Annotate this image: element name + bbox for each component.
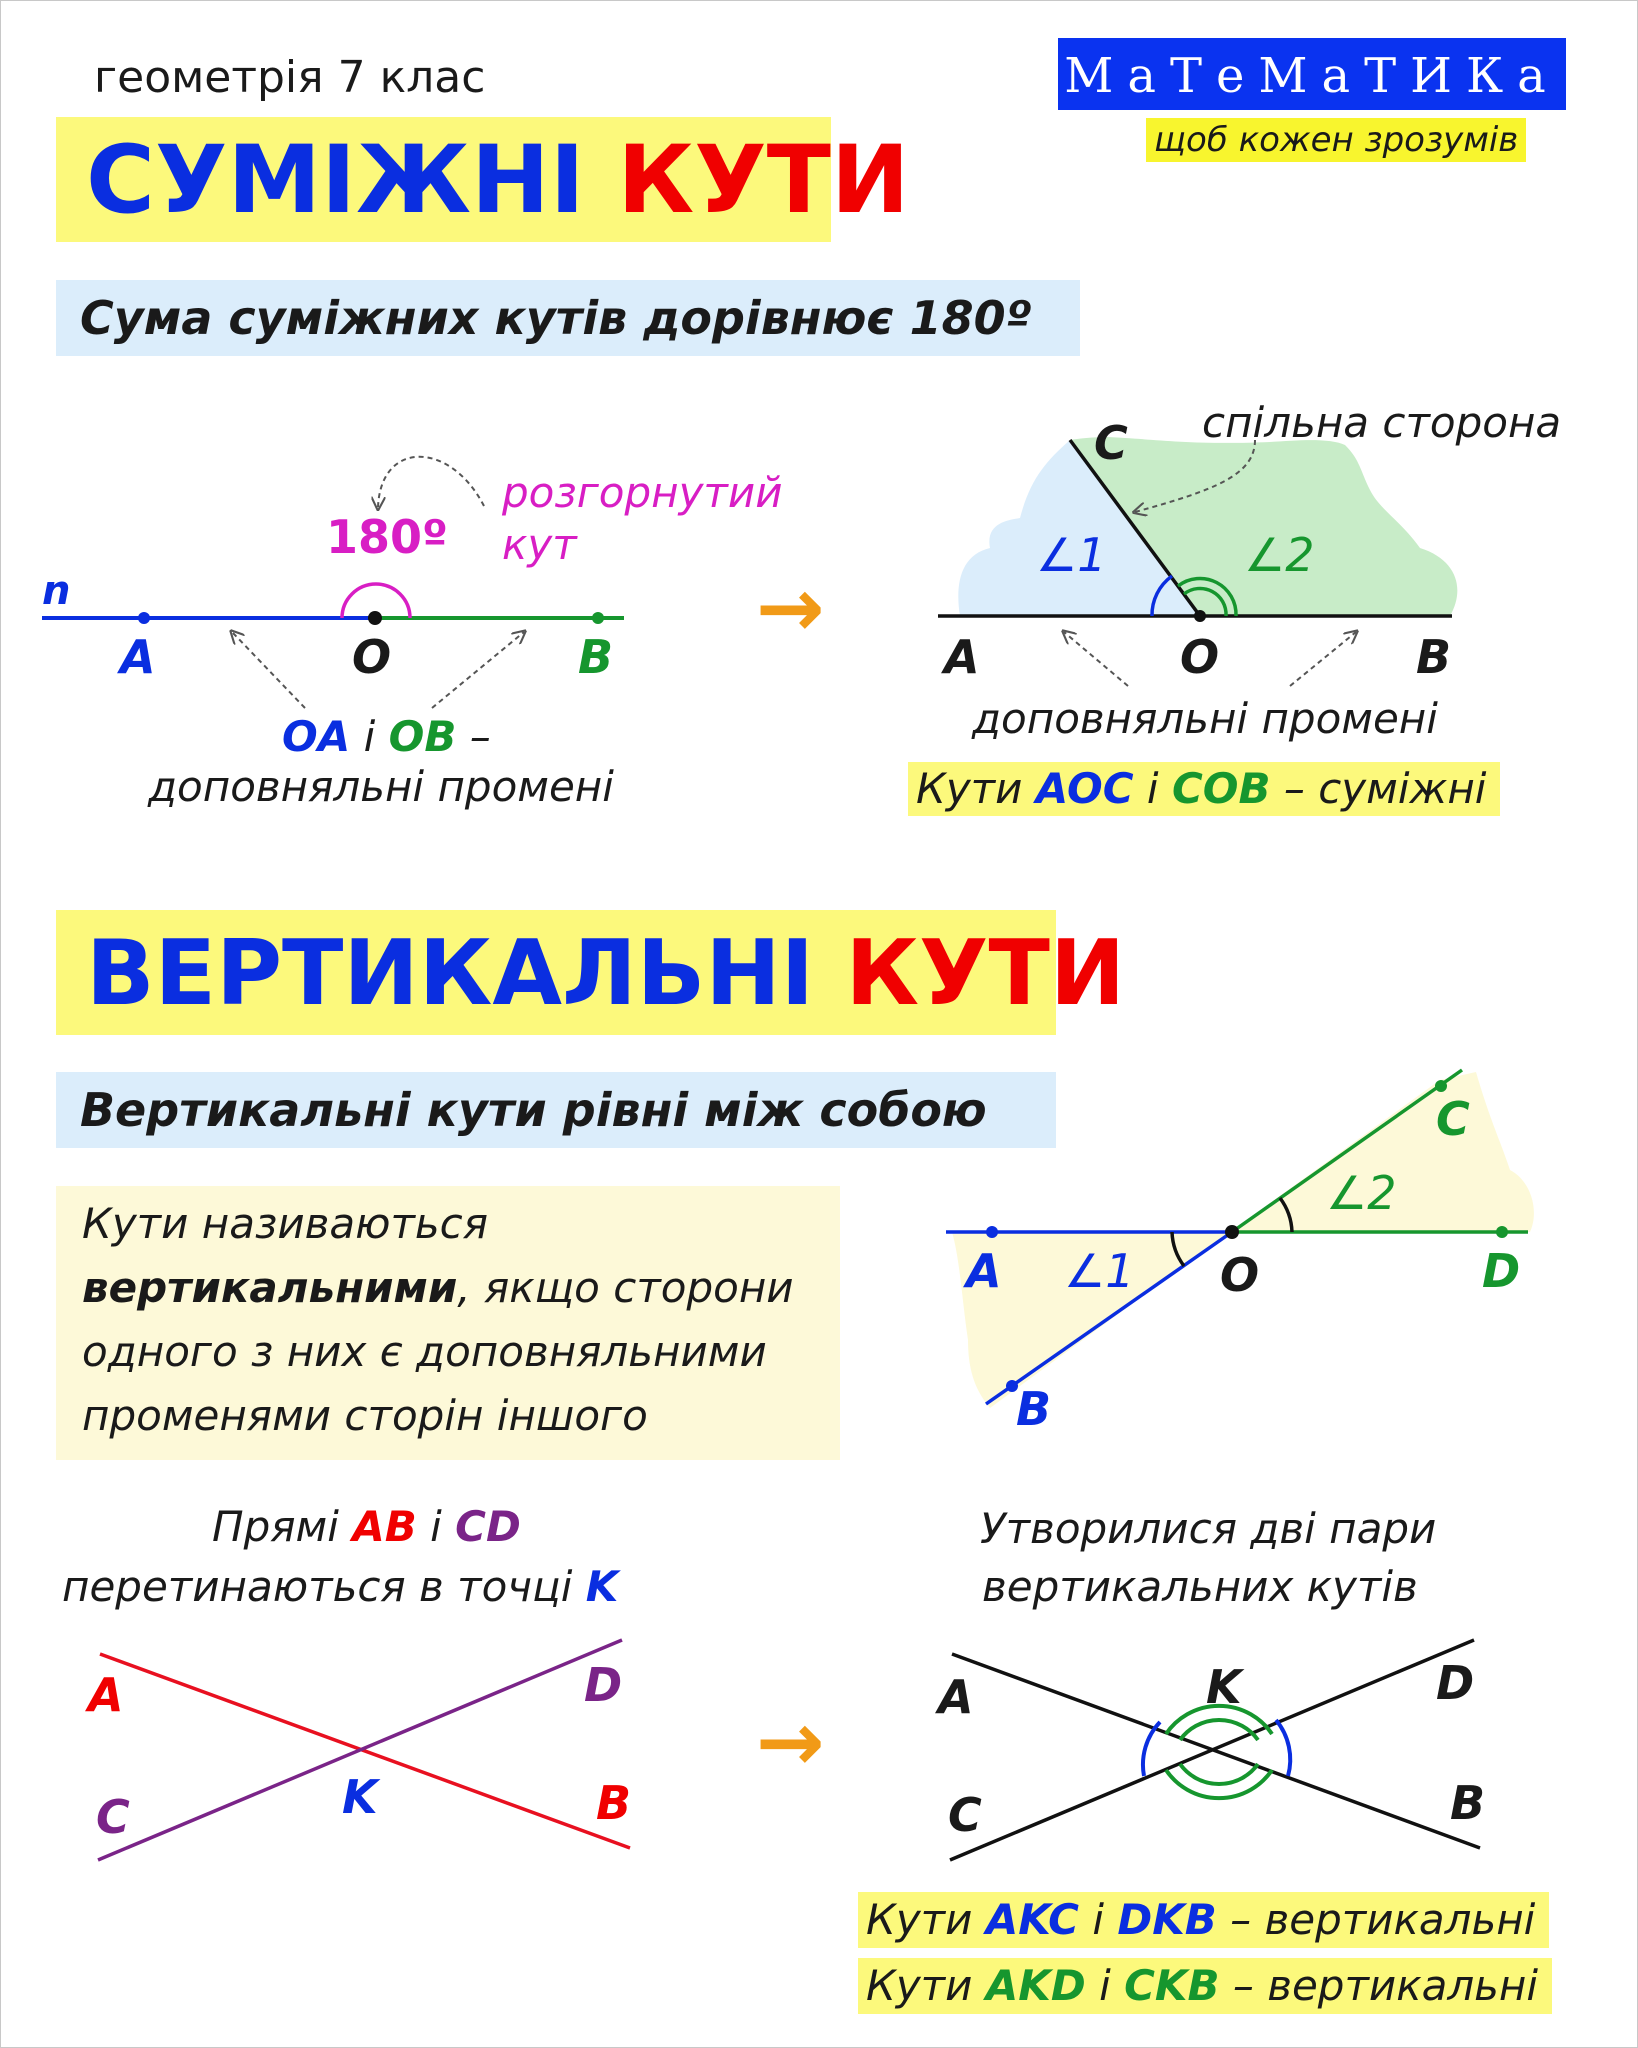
- conclusion2-and: і: [1099, 1961, 1111, 2010]
- point-a-label: A: [88, 1668, 124, 1722]
- intersecting-lines-diagram: [98, 1640, 630, 1860]
- conclusion2-suffix: – вертикальні: [1232, 1961, 1539, 2010]
- conclusion1-akc: AKC: [985, 1895, 1079, 1944]
- pairs-caption-line2: вертикальних кутів: [982, 1562, 1418, 1611]
- straight-angle-label-line2: кут: [502, 520, 577, 569]
- definition-line1: Кути називаються: [82, 1199, 489, 1248]
- point-a-dot: [138, 612, 150, 624]
- conclusion-and: і: [1146, 764, 1159, 813]
- conclusion-prefix: Кути: [916, 764, 1023, 813]
- point-c-label: C: [948, 1788, 982, 1842]
- section2-title: [56, 910, 1126, 1035]
- definition-line2: [82, 1256, 840, 1320]
- point-b-label: B: [578, 630, 614, 684]
- point-c-label: C: [1094, 416, 1128, 470]
- section2-rule: Вертикальні кути рівні між собою: [56, 1072, 1056, 1148]
- caption-and: і: [430, 1502, 442, 1551]
- conclusion1-prefix: Кути: [866, 1895, 973, 1944]
- caption-ob: OB: [388, 712, 457, 761]
- caption-dash: –: [469, 712, 491, 761]
- arrow-icon: →: [756, 1695, 825, 1790]
- point-c-label: C: [1436, 1092, 1470, 1146]
- logo-title: МаТеМаТИКа: [1058, 38, 1566, 110]
- pairs-caption-line1: Утворилися дві пари: [980, 1504, 1437, 1553]
- section2-title-part1: ВЕРТИКАЛЬНІ: [86, 921, 815, 1026]
- caption-ab: AB: [352, 1502, 417, 1551]
- definition-box: [56, 1186, 840, 1460]
- page-subtitle: геометрія 7 клас: [94, 52, 486, 103]
- point-k-label: K: [342, 1770, 378, 1824]
- conclusion-aoc: AOC: [1035, 764, 1134, 813]
- angle1-label: ∠1: [1064, 1244, 1135, 1298]
- conclusion2-prefix: Кути: [866, 1961, 973, 2010]
- line-cd: [98, 1640, 622, 1860]
- definition-line3: одного з них є доповняльними: [82, 1327, 767, 1376]
- conclusion-cob: COB: [1171, 764, 1271, 813]
- straight-angle-label-line1: розгорнутий: [502, 468, 783, 517]
- logo-tagline: щоб кожен зрозумів: [1146, 118, 1526, 162]
- caption-line2-text: перетинаються в точці: [62, 1562, 573, 1611]
- point-o-dot: [368, 611, 382, 625]
- point-a-label: A: [944, 630, 980, 684]
- caption-cd: CD: [455, 1502, 521, 1551]
- line-n-label: n: [42, 568, 71, 614]
- caption-k: K: [585, 1562, 619, 1611]
- caption-and: і: [363, 712, 376, 761]
- conclusion1-and: і: [1092, 1895, 1105, 1944]
- conclusion1-suffix: – вертикальні: [1230, 1895, 1536, 1944]
- rays-caption-line2: доповняльні промені: [148, 762, 614, 811]
- point-b-dot: [592, 612, 604, 624]
- point-d-label: D: [1436, 1656, 1475, 1710]
- point-o-label: O: [352, 630, 392, 684]
- point-o-label: O: [1180, 630, 1220, 684]
- vertical-conclusion-1: [858, 1892, 1549, 1948]
- arrow-icon: →: [756, 561, 825, 656]
- point-c-label: C: [96, 1790, 130, 1844]
- point-d-label: D: [1482, 1244, 1521, 1298]
- point-a-label: A: [966, 1244, 1002, 1298]
- definition-bold-word: вертикальними: [82, 1263, 458, 1312]
- conclusion2-ckb: CKB: [1124, 1961, 1220, 2010]
- point-a-label: A: [120, 630, 156, 684]
- vertical-conclusion-2: [858, 1958, 1552, 2014]
- point-d-label: D: [584, 1658, 623, 1712]
- point-b-label: B: [1450, 1776, 1486, 1830]
- section1-rule: Сума суміжних кутів дорівнює 180º: [56, 280, 1080, 356]
- rays-caption-line1: [282, 712, 491, 761]
- angle2-label: ∠2: [1244, 528, 1315, 582]
- adjacent-conclusion: [908, 762, 1500, 816]
- angle1-label: ∠1: [1036, 528, 1107, 582]
- conclusion1-dkb: DKB: [1117, 1895, 1217, 1944]
- section2-title-part2: КУТИ: [845, 921, 1126, 1026]
- section1-title-part2: КУТИ: [617, 126, 910, 235]
- point-o-label: O: [1220, 1248, 1260, 1302]
- point-b-label: B: [1016, 1382, 1052, 1436]
- common-side-label: спільна сторона: [1202, 398, 1562, 447]
- angle2-label: ∠2: [1326, 1166, 1397, 1220]
- section1-title-part1: СУМІЖНІ: [86, 126, 585, 235]
- point-b-label: B: [1416, 630, 1452, 684]
- caption-oa: OA: [282, 712, 351, 761]
- definition-line2-rest: , якщо сторони: [457, 1263, 794, 1312]
- conclusion-suffix: – суміжні: [1283, 764, 1487, 813]
- lines-caption-line2: [62, 1562, 618, 1611]
- straight-angle-value: 180º: [326, 510, 448, 564]
- point-k-label: K: [1206, 1660, 1242, 1714]
- conclusion2-akd: AKD: [985, 1961, 1086, 2010]
- point-a-label: A: [938, 1670, 974, 1724]
- point-b-label: B: [596, 1776, 632, 1830]
- definition-line4: променями сторін іншого: [82, 1391, 648, 1440]
- caption-prefix: Прямі: [212, 1502, 339, 1551]
- lines-caption-line1: [212, 1502, 521, 1551]
- rays-caption: доповняльні промені: [972, 694, 1438, 743]
